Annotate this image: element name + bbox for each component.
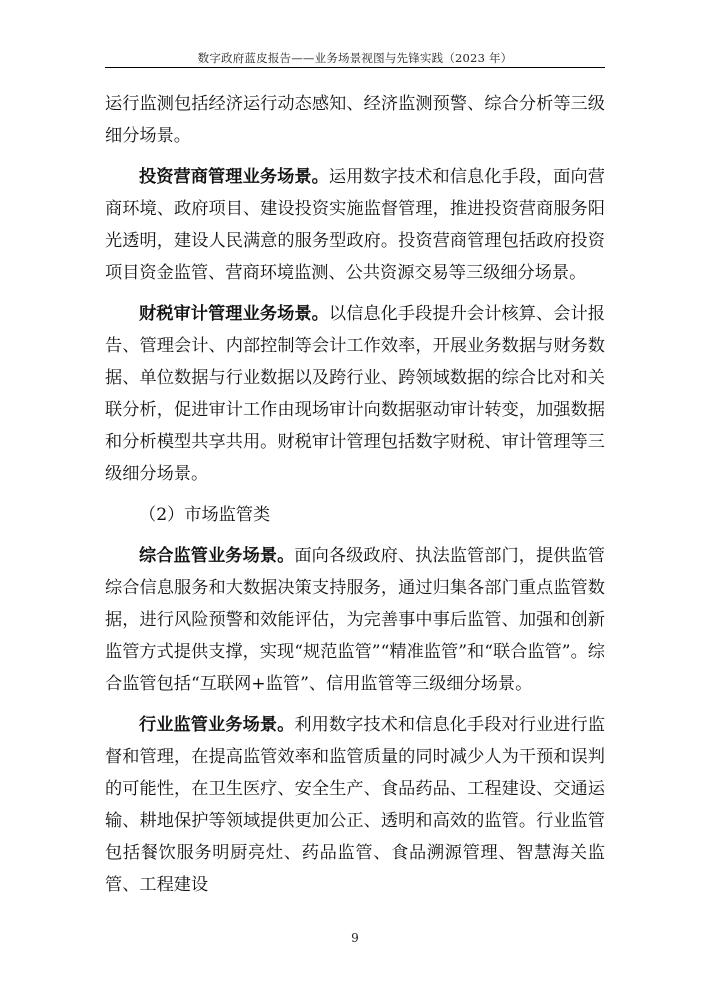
paragraph-lead: 投资营商管理业务场景。 bbox=[139, 167, 329, 187]
page-number: 9 bbox=[351, 931, 359, 945]
paragraph-lead: 财税审计管理业务场景。 bbox=[139, 304, 329, 324]
paragraph-text: 运用数字技术和信息化手段，面向营商环境、政府项目、建设投资实施监督管理，推进投资营商服务阳光透明，建设人民满意的服务型政府。投资营商管理包括政府投资项目资金监管、营商环境监测、公共资源交易等三级细分场景。 bbox=[105, 167, 605, 283]
body-text bbox=[105, 88, 605, 901]
running-header: 数字政府蓝皮报告——业务场景视图与先锋实践（2023 年） bbox=[197, 51, 513, 65]
paragraph-lead: 综合监管业务场景。 bbox=[139, 546, 295, 566]
paragraph-continued bbox=[105, 88, 605, 152]
paragraph-text: 以信息化手段提升会计核算、会计报告、管理会计、内部控制等会计工作效率，开展业务数据与财务数据、单位数据与行业数据以及跨行业、跨领域数据的综合比对和关联分析，促进审计工作由现场审计向数据驱动审计转变，加强数据和分析模型共享共用。财税审计管理包括数字财税、审计管理等三级细分场景。 bbox=[105, 304, 605, 484]
header-rule bbox=[105, 67, 605, 68]
paragraph-industry-supervision bbox=[105, 709, 605, 901]
paragraph-comprehensive-supervision bbox=[105, 540, 605, 700]
paragraph-text: 运行监测包括经济运行动态感知、经济监测预警、综合分析等三级细分场景。 bbox=[105, 94, 605, 146]
paragraph-text: 面向各级政府、执法监管部门，提供监管综合信息服务和大数据决策支持服务，通过归集各部门重点监管数据，进行风险预警和效能评估，为完善事中事后监管、加强和创新监管方式提供支撑，实现“规范监管”“精准监管”和“联合监管”。综合监管包括“互联网+监管”、信用监管等三级细分场景。 bbox=[105, 546, 605, 694]
subsection-heading bbox=[105, 499, 605, 531]
subsection-heading-text: （2）市场监管类 bbox=[139, 505, 271, 525]
paragraph-text: 利用数字技术和信息化手段对行业进行监督和管理，在提高监管效率和监管质量的同时减少人为干预和误判的可能性，在卫生医疗、安全生产、食品药品、工程建设、交通运输、耕地保护等领域提供更加公正、透明和高效的监管。行业监管包括餐饮服务明厨亮灶、药品监管、食品溯源管理、智慧海关监管、工程建设 bbox=[105, 715, 605, 895]
paragraph-lead: 行业监管业务场景。 bbox=[139, 715, 295, 735]
paragraph-finance-audit bbox=[105, 298, 605, 490]
paragraph-investment bbox=[105, 161, 605, 289]
